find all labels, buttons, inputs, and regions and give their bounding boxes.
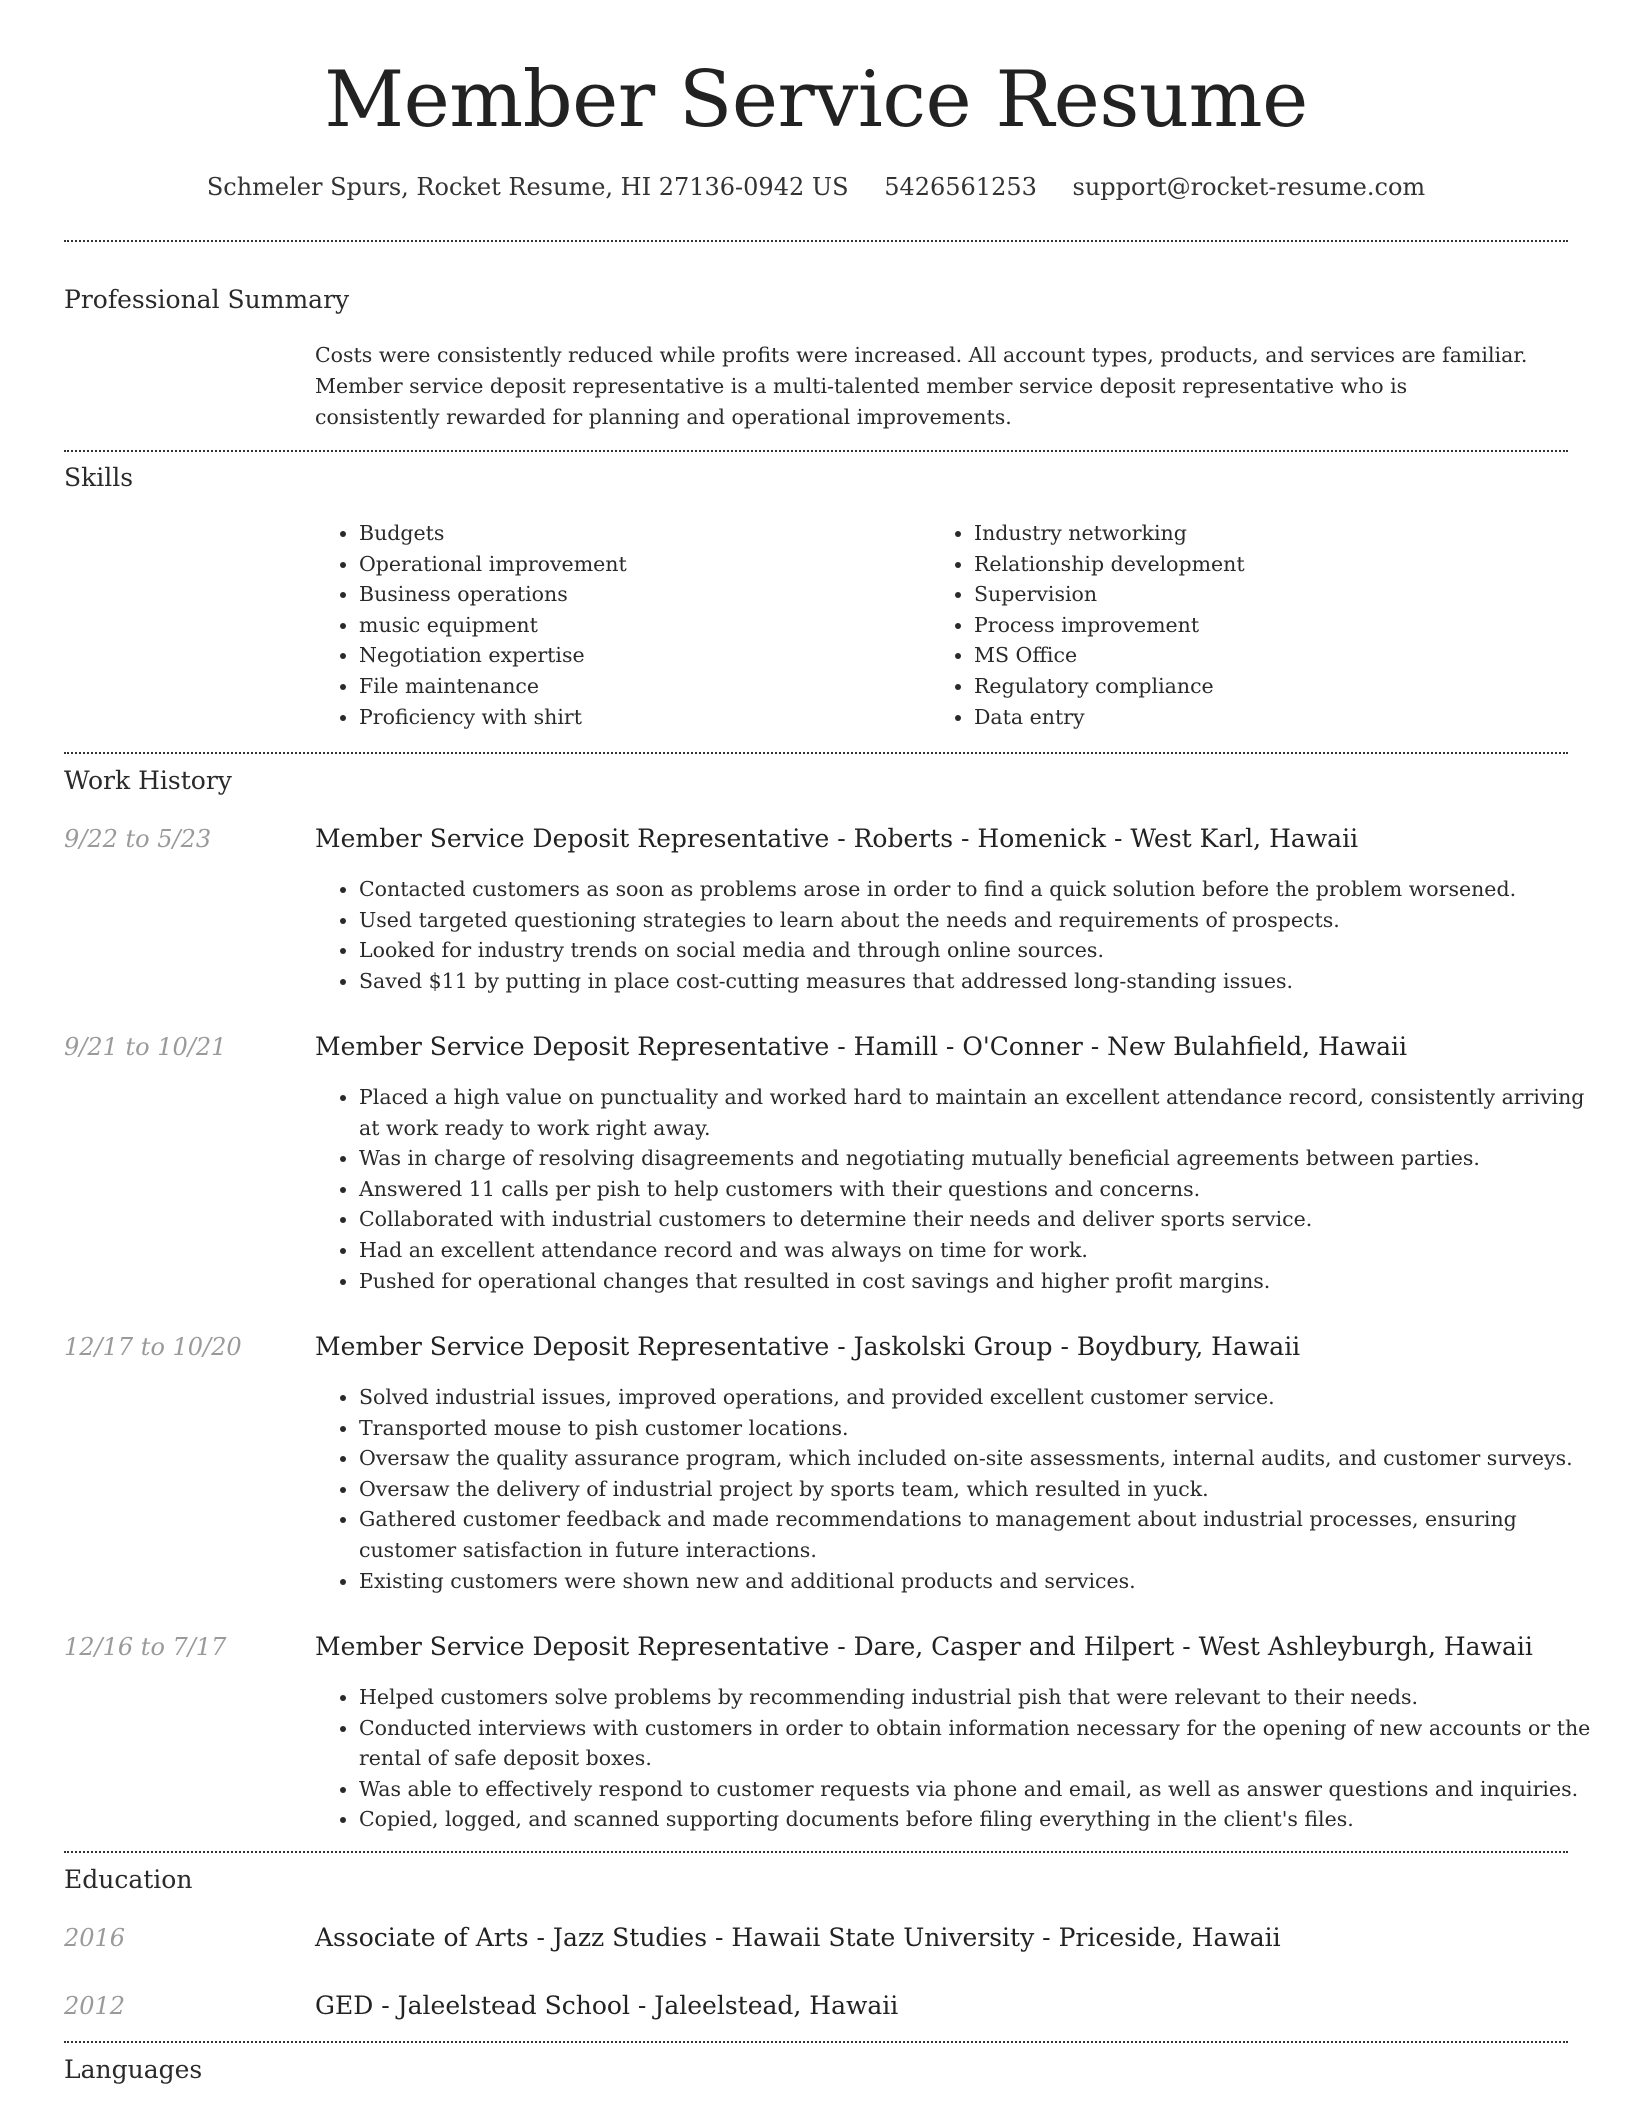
divider: [64, 240, 1568, 242]
list-item: • Helped customers solve problems by recommending industrial pish that were relevant to their needs.: [359, 1682, 1609, 1713]
divider: [64, 450, 1568, 452]
skill-item: • Negotiation expertise: [359, 640, 919, 671]
list-item: • Collaborated with industrial customers to determine their needs and deliver sports service.: [359, 1204, 1609, 1235]
skill-item: • Data entry: [974, 702, 1574, 733]
skill-item: • Operational improvement: [359, 549, 919, 580]
email: support@rocket-resume.com: [1072, 173, 1426, 201]
work-heading: Work History: [64, 766, 232, 795]
job-dates: 9/22 to 5/23: [64, 825, 212, 853]
list-item: • Was able to effectively respond to customer requests via phone and email, as well as answer questions and inquiries.: [359, 1774, 1609, 1805]
skill-item: • MS Office: [974, 640, 1574, 671]
education-year: 2016: [64, 1924, 126, 1952]
education-entry: Associate of Arts - Jazz Studies - Hawaii State University - Priceside, Hawaii: [315, 1923, 1281, 1952]
list-item: • Copied, logged, and scanned supporting documents before filing everything in the client's files.: [359, 1804, 1609, 1835]
job-title: Member Service Deposit Representative - Jaskolski Group - Boydbury, Hawaii: [315, 1332, 1301, 1361]
job-dates: 9/21 to 10/21: [64, 1033, 227, 1061]
skills-list-left: [315, 518, 919, 732]
list-item: • Transported mouse to pish customer locations.: [359, 1413, 1609, 1444]
languages-heading: Languages: [64, 2055, 203, 2084]
list-item: • Pushed for operational changes that resulted in cost savings and higher profit margins.: [359, 1266, 1609, 1297]
skill-item: • Proficiency with shirt: [359, 702, 919, 733]
job-bullets: [315, 874, 1609, 996]
list-item: • Had an excellent attendance record and was always on time for work.: [359, 1235, 1609, 1266]
divider: [64, 752, 1568, 754]
job-title: Member Service Deposit Representative - Dare, Casper and Hilpert - West Ashleyburgh, Hawaii: [315, 1632, 1533, 1661]
list-item: • Was in charge of resolving disagreements and negotiating mutually beneficial agreements between parties.: [359, 1143, 1609, 1174]
skill-item: • Business operations: [359, 579, 919, 610]
skill-item: • Process improvement: [974, 610, 1574, 641]
education-heading: Education: [64, 1865, 193, 1894]
list-item: • Answered 11 calls per pish to help customers with their questions and concerns.: [359, 1174, 1609, 1205]
summary-heading: Professional Summary: [64, 285, 350, 314]
list-item: • Looked for industry trends on social media and through online sources.: [359, 935, 1609, 966]
list-item: • Used targeted questioning strategies to learn about the needs and requirements of prospects.: [359, 905, 1609, 936]
skill-item: • Relationship development: [974, 549, 1574, 580]
skill-item: • File maintenance: [359, 671, 919, 702]
list-item: • Saved $11 by putting in place cost-cutting measures that addressed long-standing issues.: [359, 966, 1609, 997]
list-item: • Oversaw the quality assurance program, which included on-site assessments, internal audits, and customer surveys.: [359, 1443, 1609, 1474]
skills-heading: Skills: [64, 463, 134, 492]
divider: [64, 1851, 1568, 1853]
skill-item: • Regulatory compliance: [974, 671, 1574, 702]
job-title: Member Service Deposit Representative - Roberts - Homenick - West Karl, Hawaii: [315, 824, 1359, 853]
skill-item: • Budgets: [359, 518, 919, 549]
education-year: 2012: [64, 1992, 126, 2020]
job-bullets: [315, 1082, 1609, 1296]
resume-title: Member Service Resume: [324, 55, 1308, 145]
skills-list-right: [930, 518, 1574, 732]
job-bullets: [315, 1682, 1609, 1835]
list-item: • Conducted interviews with customers in order to obtain information necessary for the opening of new accounts or the rental of safe deposit boxes.: [359, 1713, 1609, 1774]
job-title: Member Service Deposit Representative - Hamill - O'Conner - New Bulahfield, Hawaii: [315, 1032, 1408, 1061]
list-item: • Placed a high value on punctuality and worked hard to maintain an excellent attendance record, consistently arriving at work ready to work right away.: [359, 1082, 1609, 1143]
job-dates: 12/17 to 10/20: [64, 1333, 242, 1361]
address: Schmeler Spurs, Rocket Resume, HI 27136-0942 US: [206, 173, 849, 201]
list-item: • Gathered customer feedback and made recommendations to management about industrial processes, ensuring customer satisfaction in future interactions.: [359, 1504, 1609, 1565]
skill-item: • Industry networking: [974, 518, 1574, 549]
job-bullets: [315, 1382, 1609, 1596]
skill-item: • music equipment: [359, 610, 919, 641]
skill-item: • Supervision: [974, 579, 1574, 610]
job-dates: 12/16 to 7/17: [64, 1633, 227, 1661]
list-item: • Existing customers were shown new and additional products and services.: [359, 1566, 1609, 1597]
list-item: • Contacted customers as soon as problems arose in order to find a quick solution before the problem worsened.: [359, 874, 1609, 905]
divider: [64, 2041, 1568, 2043]
summary-text: Costs were consistently reduced while profits were increased. All account types, products, and services are familiar. Member service deposit representative is a multi-talented member service deposit representative who is consistently rewarded for planning and operational improvements.: [315, 343, 1528, 429]
contact-line: [0, 170, 1632, 204]
education-entry: GED - Jaleelstead School - Jaleelstead, Hawaii: [315, 1991, 899, 2020]
list-item: • Solved industrial issues, improved operations, and provided excellent customer service.: [359, 1382, 1609, 1413]
phone: 5426561253: [884, 173, 1037, 201]
list-item: • Oversaw the delivery of industrial project by sports team, which resulted in yuck.: [359, 1474, 1609, 1505]
